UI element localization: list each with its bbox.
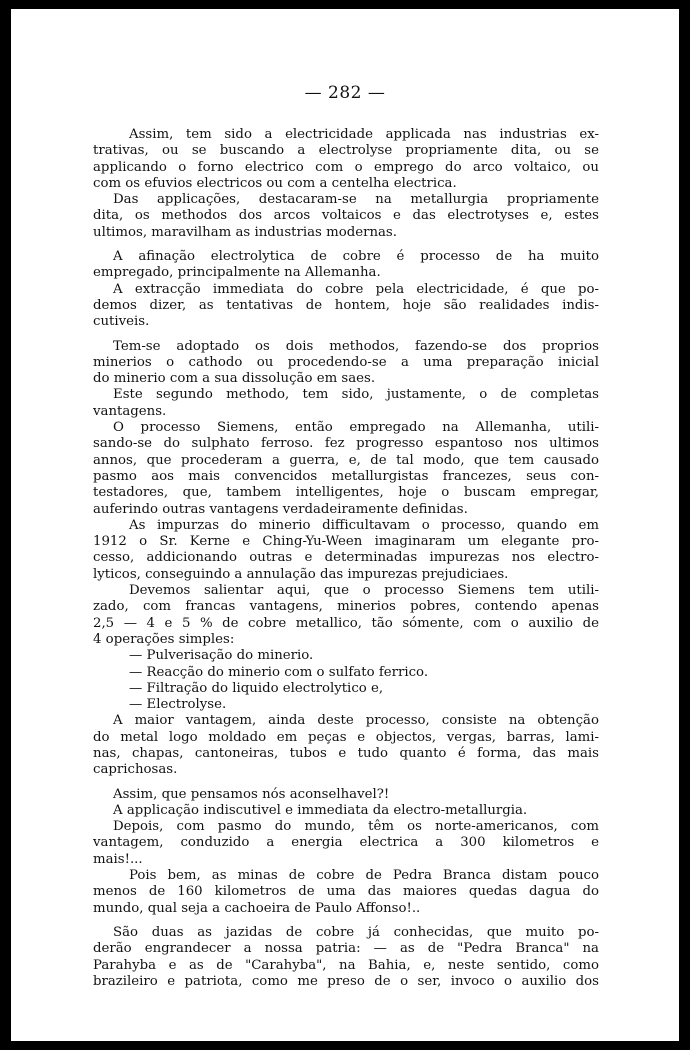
text-line: Devemos salientar aqui, que o processo Siemens tem utili- bbox=[129, 583, 599, 599]
text-line: caprichosas. bbox=[93, 762, 178, 778]
text-line: com os efuvios electricos ou com a centelha electrica. bbox=[93, 175, 457, 191]
text-line: mais!... bbox=[93, 851, 143, 867]
page-number: — 282 — bbox=[304, 83, 386, 103]
text-line: — Reacção do minerio com o sulfato ferrico. bbox=[129, 664, 429, 680]
text-line: mundo, qual seja a cachoeira de Paulo Affonso!.. bbox=[93, 900, 421, 916]
text-line: ultimos, maravilham as industrias modernas. bbox=[93, 224, 397, 240]
text-line: — Electrolyse. bbox=[129, 697, 227, 713]
book-page bbox=[11, 9, 679, 1041]
text-line: A extracção immediata do cobre pela electricidade, é que po- bbox=[113, 281, 599, 297]
text-line: applicando o forno electrico com o emprego do arco voltaico, ou bbox=[93, 159, 599, 175]
text-line: A maior vantagem, ainda deste processo, consiste na obtenção bbox=[113, 713, 599, 729]
text-line: — Pulverisação do minerio. bbox=[129, 648, 314, 664]
text-line: 2,5 — 4 e 5 % de cobre metallico, tão sómente, com o auxilio de bbox=[93, 615, 599, 631]
text-line: Assim, que pensamos nós aconselhavel?! bbox=[113, 786, 390, 802]
text-line: vantagens. bbox=[93, 403, 167, 419]
text-line: lyticos, conseguindo a annulação das impurezas prejudiciaes. bbox=[93, 566, 509, 582]
text-line: Pois bem, as minas de cobre de Pedra Branca distam pouco bbox=[129, 868, 599, 884]
text-line: A applicação indiscutivel e immediata da electro-metallurgia. bbox=[113, 802, 528, 818]
text-line: Parahyba e as de "Carahyba", na Bahia, e, neste sentido, como bbox=[93, 957, 599, 973]
text-line: Tem-se adoptado os dois methodos, fazendo-se dos proprios bbox=[113, 338, 599, 354]
text-line: auferindo outras vantagens verdadeiramente definidas. bbox=[93, 501, 468, 517]
text-line: As impurzas do minerio difficultavam o processo, quando em bbox=[129, 517, 599, 533]
text-line: testadores, que, tambem intelligentes, hoje o buscam empregar, bbox=[93, 485, 599, 501]
text-line: O processo Siemens, então empregado na Allemanha, utili- bbox=[113, 420, 599, 436]
text-line: pasmo aos mais convencidos metallurgistas francezes, seus con- bbox=[93, 468, 599, 484]
text-line: Este segundo methodo, tem sido, justamente, o de completas bbox=[113, 387, 599, 403]
text-line: cesso, addicionando outras e determinadas impurezas nos electro- bbox=[93, 550, 599, 566]
text-line: annos, que procederam a guerra, e, de tal modo, que tem causado bbox=[93, 452, 599, 468]
text-line: zado, com francas vantagens, minerios pobres, contendo apenas bbox=[93, 599, 599, 615]
text-line: 4 operações simples: bbox=[93, 631, 235, 647]
text-line: São duas as jazidas de cobre já conhecidas, que muito po- bbox=[113, 924, 599, 940]
text-line: Assim, tem sido a electricidade applicada nas industrias ex- bbox=[129, 127, 599, 142]
text-line: demos dizer, as tentativas de hontem, hoje são realidades indis- bbox=[93, 297, 599, 313]
text-line: sando-se do sulphato ferroso. fez progresso espantoso nos ultimos bbox=[93, 436, 599, 452]
text-line: empregado, principalmente na Allemanha. bbox=[93, 265, 381, 281]
text-line: A afinação electrolytica de cobre é processo de ha muito bbox=[113, 249, 599, 265]
body-text bbox=[93, 127, 599, 990]
text-line: vantagem, conduzido a energia electrica a 300 kilometros e bbox=[93, 835, 599, 851]
text-line: trativas, ou se buscando a electrolyse propriamente dita, ou se bbox=[93, 143, 599, 159]
text-line: nas, chapas, cantoneiras, tubos e tudo quanto é forma, das mais bbox=[93, 745, 599, 761]
text-line: do minerio com a sua dissolução em saes. bbox=[93, 371, 376, 387]
text-line: — Filtração do liquido electrolytico e, bbox=[129, 680, 384, 696]
text-line: derão engrandecer a nossa patria: — as de "Pedra Branca" na bbox=[93, 941, 599, 957]
text-line: 1912 o Sr. Kerne e Ching-Yu-Ween imaginaram um elegante pro- bbox=[93, 534, 599, 550]
text-line: cutiveis. bbox=[93, 314, 150, 330]
text-line: brazileiro e patriota, como me preso de o ser, invoco o auxilio dos bbox=[93, 973, 599, 989]
text-line: do metal logo moldado em peças e objectos, vergas, barras, lami- bbox=[93, 729, 599, 745]
text-line: Das applicações, destacaram-se na metallurgia propriamente bbox=[113, 192, 599, 208]
text-line: dita, os methodos dos arcos voltaicos e das electrotyses e, estes bbox=[93, 208, 599, 224]
text-line: Depois, com pasmo do mundo, têm os norte-americanos, com bbox=[113, 819, 599, 835]
text-line: menos de 160 kilometros de uma das maiores quedas dagua do bbox=[93, 884, 599, 900]
text-line: minerios o cathodo ou procedendo-se a uma preparação inicial bbox=[93, 354, 599, 370]
